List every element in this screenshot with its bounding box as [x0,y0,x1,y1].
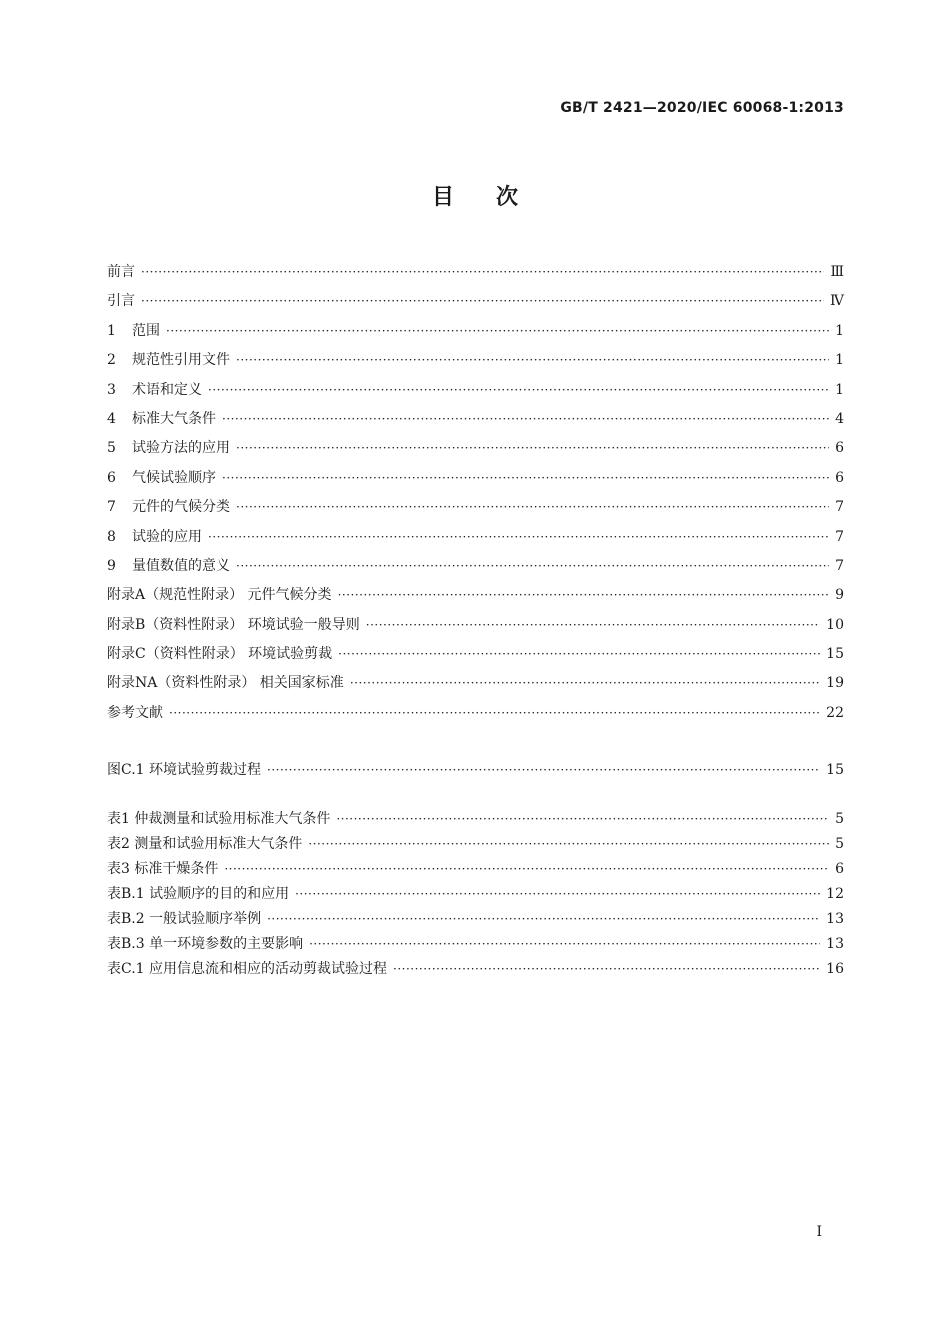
dot-leader [141,258,824,287]
toc-entry-label [107,405,222,434]
toc-entry-page: 1 [835,352,844,369]
toc-entry[interactable] [107,405,844,434]
dot-leader [208,376,829,405]
toc-entry-text: 附录A（规范性附录） 元件气候分类 [107,587,332,604]
toc-entry-text: 表2 测量和试验用标准大气条件 [107,836,303,852]
toc-entry-text: 范围 [132,322,160,339]
toc-entry[interactable] [107,434,844,463]
toc-entry[interactable] [107,669,844,698]
toc-entry-number: 2 [107,352,116,369]
toc-entry-text: 试验的应用 [132,528,202,545]
toc-entry-text: 前言 [107,264,135,280]
toc-entry-text: 表C.1 应用信息流和相应的活动剪裁试验过程 [107,961,388,977]
toc-entry-label [107,832,308,857]
toc-entry-page: 12 [826,886,844,902]
dot-leader [222,405,829,434]
toc-entry[interactable] [107,757,844,783]
toc-entry-label [107,640,338,669]
toc-entry-label [107,552,236,581]
dot-leader [236,346,829,375]
toc-entry-page: 7 [835,557,844,574]
toc-entry[interactable] [107,832,844,857]
toc-entry-label [107,287,141,316]
toc-entry[interactable] [107,258,844,287]
toc-entry-page: 13 [826,911,844,927]
toc-entry-label [107,957,393,982]
toc-entry-text: 规范性引用文件 [132,352,230,369]
dot-leader [166,317,829,346]
toc-entry-text: 表B.1 试验顺序的目的和应用 [107,886,290,902]
toc-entry-page: Ⅳ [830,293,844,310]
toc-entry-number: 4 [107,410,116,427]
toc-entry[interactable] [107,907,844,932]
toc-entry-page: 1 [835,322,844,339]
toc-entry[interactable] [107,807,844,832]
toc-entry-page: 13 [826,936,844,952]
page-number: I [816,1224,822,1240]
toc-entry-label [107,857,224,882]
toc-entry[interactable] [107,581,844,610]
toc-entry-text: 表B.2 一般试验顺序举例 [107,911,262,927]
toc-entry-label [107,699,169,728]
dot-leader [224,857,829,882]
toc-entry-text: 表3 标准干燥条件 [107,861,219,877]
dot-leader [236,552,829,581]
toc-entry-page: 1 [835,381,844,398]
standard-number: GB/T 2421—2020/IEC 60068-1:2013 [560,100,844,116]
toc-entry[interactable] [107,464,844,493]
toc-entry-text: 附录NA（资料性附录） 相关国家标准 [107,675,344,692]
toc-entry-label [107,807,336,832]
toc-entry[interactable] [107,857,844,882]
toc-entry[interactable] [107,287,844,316]
toc-entry-label [107,932,309,957]
dot-leader [208,523,829,552]
toc-entry-number: 7 [107,499,116,516]
toc-entry-page: 5 [835,836,844,852]
toc-entry-label [107,346,236,375]
toc-entry-label [107,611,366,640]
toc-entry[interactable] [107,640,844,669]
dot-leader [366,611,820,640]
toc-entry[interactable] [107,346,844,375]
toc-entry-page: 6 [835,440,844,457]
dot-leader [336,807,829,832]
toc-figures-list [107,757,844,783]
toc-entry-label [107,493,236,522]
toc-entry[interactable] [107,611,844,640]
toc-entry-page: 6 [835,469,844,486]
dot-leader [267,907,820,932]
toc-entry-text: 引言 [107,293,135,310]
toc-entry-page: 19 [826,675,844,692]
toc-entry-text: 量值数值的意义 [132,557,230,574]
dot-leader [236,493,829,522]
toc-entry-text: 附录B（资料性附录） 环境试验一般导则 [107,616,360,633]
toc-entry[interactable] [107,523,844,552]
dot-leader [236,434,829,463]
toc-entry-label [107,907,267,932]
toc-entry-text: 表1 仲裁测量和试验用标准大气条件 [107,811,331,827]
toc-entry-number: 3 [107,381,116,398]
dot-leader [338,640,820,669]
toc-entry-page: Ⅲ [830,264,844,280]
toc-entry-text: 参考文献 [107,704,163,721]
dot-leader [350,669,820,698]
toc-entry-page: 6 [835,861,844,877]
toc-main-list [107,258,844,728]
toc-entry[interactable] [107,957,844,982]
toc-entry-number: 5 [107,440,116,457]
dot-leader [267,757,820,783]
toc-entry-page: 9 [835,587,844,604]
toc-entry-text: 气候试验顺序 [132,469,216,486]
toc-entry-label [107,669,350,698]
toc-entry-number: 8 [107,528,116,545]
toc-entry-page: 22 [826,704,844,721]
toc-entry-label [107,376,208,405]
toc-entry-page: 5 [835,811,844,827]
toc-entry-label [107,581,338,610]
toc-entry-page: 16 [826,961,844,977]
dot-leader [309,932,820,957]
toc-entry[interactable] [107,317,844,346]
toc-entry-page: 15 [826,762,844,778]
toc-entry-label [107,317,166,346]
toc-entry-label [107,757,267,783]
toc-entry[interactable] [107,882,844,907]
toc-entry-text: 试验方法的应用 [132,440,230,457]
toc-entry-label [107,434,236,463]
toc-tables-list [107,807,844,982]
toc-entry-number: 6 [107,469,116,486]
toc-entry-page: 15 [826,646,844,663]
toc-entry[interactable] [107,376,844,405]
dot-leader [308,832,829,857]
toc-entry-text: 标准大气条件 [132,410,216,427]
toc-entry-label [107,258,141,287]
toc-entry[interactable] [107,699,844,728]
dot-leader [393,957,820,982]
toc-entry-page: 4 [835,410,844,427]
toc-entry-text: 元件的气候分类 [132,499,230,516]
toc-entry-page: 7 [835,528,844,545]
toc-entry-text: 图C.1 环境试验剪裁过程 [107,762,262,778]
dot-leader [169,699,820,728]
dot-leader [295,882,820,907]
toc-entry-text: 表B.3 单一环境参数的主要影响 [107,936,304,952]
toc-entry[interactable] [107,493,844,522]
toc-entry-text: 术语和定义 [132,381,202,398]
toc-entry[interactable] [107,932,844,957]
dot-leader [338,581,830,610]
toc-entry-page: 7 [835,499,844,516]
dot-leader [222,464,829,493]
page-title: 目次 [431,185,560,210]
toc-entry-page: 10 [826,616,844,633]
toc-entry-number: 1 [107,322,116,339]
toc-entry-text: 附录C（资料性附录） 环境试验剪裁 [107,646,333,663]
toc-entry[interactable] [107,552,844,581]
dot-leader [141,287,824,316]
toc-entry-label [107,464,222,493]
toc-entry-number: 9 [107,557,116,574]
toc-entry-label [107,882,295,907]
toc-entry-label [107,523,208,552]
